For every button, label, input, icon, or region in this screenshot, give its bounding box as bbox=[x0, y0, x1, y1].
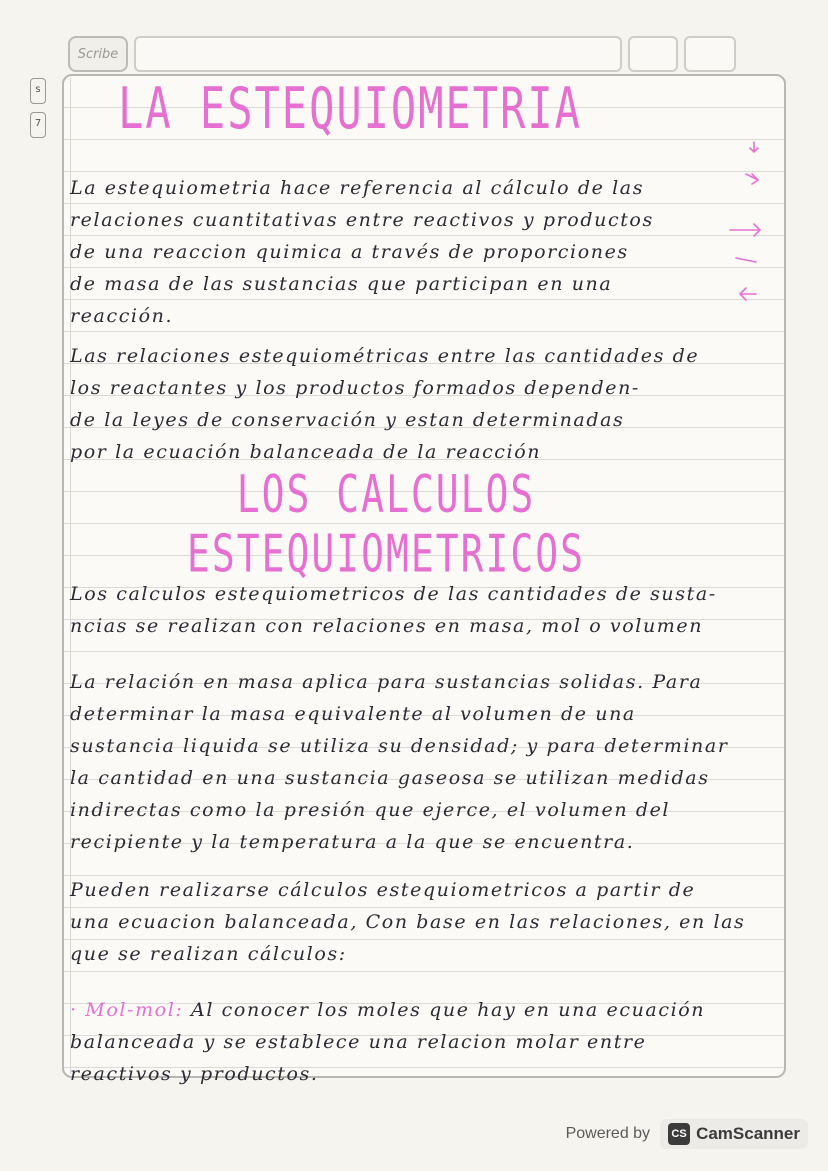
paragraph-masa bbox=[70, 666, 784, 858]
powered-by-text: Powered by bbox=[565, 1125, 651, 1142]
text-line: de masa de las sustancias que participan en una bbox=[70, 273, 613, 295]
text-line: sustancia liquida se utiliza su densidad; y para determinar bbox=[70, 735, 729, 757]
text-line: los reactantes y los productos formados dependen- bbox=[70, 377, 640, 399]
text-line: reacción. bbox=[70, 305, 174, 327]
page-header bbox=[68, 36, 736, 72]
text-line: determinar la masa equivalente al volumen de una bbox=[70, 703, 636, 725]
header-field bbox=[134, 36, 622, 72]
header-field bbox=[684, 36, 736, 72]
text-line: Las relaciones estequiométricas entre las cantidades de bbox=[70, 345, 700, 367]
text-line: una ecuacion balanceada, Con base en las relaciones, en las bbox=[70, 911, 746, 933]
text-line: ncias se realizan con relaciones en masa, mol o volumen bbox=[70, 615, 704, 637]
text-line: que se realizan cálculos: bbox=[70, 943, 347, 965]
main-title: LA ESTEQUIOMETRIA bbox=[118, 75, 582, 142]
mol-mol-first: Al conocer los moles que hay en una ecuación bbox=[183, 999, 706, 1021]
text-line: relaciones cuantitativas entre reactivos y productos bbox=[70, 209, 654, 231]
text-line: por la ecuación balanceada de la reacción bbox=[70, 441, 542, 463]
side-mark: 7 bbox=[30, 112, 46, 138]
text-line: indirectas como la presión que ejerce, el volumen del bbox=[70, 799, 671, 821]
paragraph-intro bbox=[70, 172, 784, 332]
watermark-footer bbox=[566, 1119, 808, 1149]
text-line: balanceada y se establece una relacion molar entre bbox=[70, 1031, 647, 1053]
text-line: La estequiometria hace referencia al cálculo de las bbox=[70, 177, 645, 199]
text-line: la cantidad en una sustancia gaseosa se utilizan medidas bbox=[70, 767, 710, 789]
camscanner-badge bbox=[660, 1119, 808, 1149]
text-line bbox=[70, 994, 784, 1026]
text-line: La relación en masa aplica para sustancias solidas. Para bbox=[70, 671, 703, 693]
mol-mol-label: · Mol-mol: bbox=[70, 999, 184, 1021]
paragraph-calculos bbox=[70, 578, 784, 642]
text-line: Pueden realizarse cálculos estequiometricos a partir de bbox=[70, 879, 696, 901]
section-title: LOS CALCULOS ESTEQUIOMETRICOS bbox=[186, 464, 586, 584]
paragraph-pueden bbox=[70, 874, 784, 970]
paragraph-relaciones bbox=[70, 340, 784, 468]
header-field bbox=[628, 36, 678, 72]
side-mark: s bbox=[30, 78, 46, 104]
camscanner-logo-icon: CS bbox=[668, 1123, 690, 1145]
text-line: recipiente y la temperatura a la que se encuentra. bbox=[70, 831, 635, 853]
text-line: reactivos y productos. bbox=[70, 1063, 319, 1085]
text-line: de una reaccion quimica a través de proporciones bbox=[70, 241, 629, 263]
text-line: Los calculos estequiometricos de las cantidades de susta- bbox=[70, 583, 717, 605]
paragraph-mol-mol bbox=[70, 994, 784, 1090]
brand-label: Scribe bbox=[68, 36, 128, 72]
text-line: de la leyes de conservación y estan determinadas bbox=[70, 409, 625, 431]
camscanner-name: CamScanner bbox=[696, 1124, 800, 1143]
